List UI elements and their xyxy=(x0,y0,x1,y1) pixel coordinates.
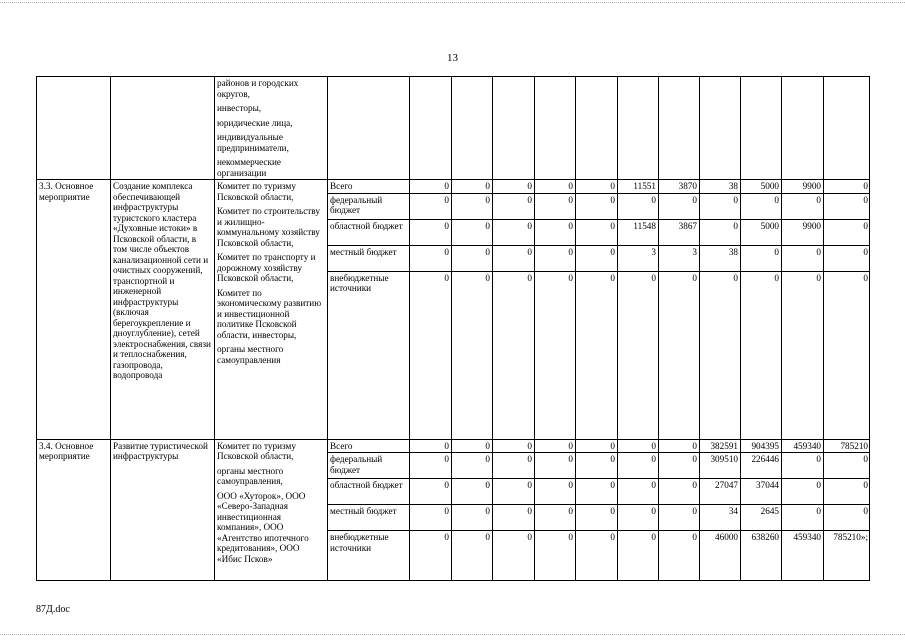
funding-source: внебюджетные источники xyxy=(330,272,389,293)
table-row xyxy=(37,439,870,453)
value-cell xyxy=(452,77,493,180)
responsible-line: Комитет по строительству и жилищно-коммунальному хозяйству Псковской области, xyxy=(217,206,320,248)
value-cell: 0 xyxy=(659,193,700,219)
funding-source-cell xyxy=(328,245,410,271)
value-cell: 0 xyxy=(452,219,493,245)
value-cell: 11551 xyxy=(618,180,659,194)
value-cell: 0 xyxy=(824,180,870,194)
responsible-line: ООО «Хуторок», ООО «Северо-Западная инвестиционная компания», ООО «Агентство ипотечного кредитования», ООО «Ибис Псков» xyxy=(217,490,309,564)
value-cell: 0 xyxy=(618,453,659,479)
value-cell: 0 xyxy=(824,219,870,245)
value-cell: 9900 xyxy=(782,180,824,194)
value-cell: 0 xyxy=(659,479,700,505)
value-cell: 382591 xyxy=(700,439,741,453)
funding-source: местный бюджет xyxy=(330,246,397,257)
value-cell: 0 xyxy=(410,245,452,271)
value-cell: 0 xyxy=(659,453,700,479)
value-cell: 0 xyxy=(741,193,782,219)
value-cell: 0 xyxy=(493,271,535,439)
value-cell xyxy=(782,77,824,180)
funding-source-cell xyxy=(328,219,410,245)
value-cell xyxy=(659,77,700,180)
value-cell: 0 xyxy=(535,531,576,581)
footer-filename: 87Д.doc xyxy=(36,604,70,615)
value-cell: 3 xyxy=(618,245,659,271)
value-cell: 0 xyxy=(618,531,659,581)
value-cell: 0 xyxy=(410,193,452,219)
responsible-line: Комитет по туризму Псковской области, xyxy=(217,440,296,461)
value-cell: 34 xyxy=(700,505,741,531)
measure-id: 3.4. Основное мероприятие xyxy=(39,440,94,461)
funding-source: федеральный бюджет xyxy=(330,194,383,215)
responsible-cell xyxy=(215,77,328,180)
value-cell xyxy=(741,77,782,180)
value-cell: 0 xyxy=(410,271,452,439)
value-cell: 0 xyxy=(824,453,870,479)
measure-name-cell xyxy=(111,77,215,180)
value-cell: 0 xyxy=(700,219,741,245)
table-row xyxy=(37,180,870,194)
value-cell: 0 xyxy=(493,439,535,453)
value-cell: 0 xyxy=(700,271,741,439)
value-cell: 0 xyxy=(493,453,535,479)
responsible-line: Комитет по экономическому развитию и инвестиционной политике Псковской области, инвесторы, xyxy=(217,287,322,340)
value-cell: 0 xyxy=(659,531,700,581)
page-number: 13 xyxy=(447,52,458,64)
value-cell: 0 xyxy=(452,245,493,271)
measure-name: Развитие туристической инфраструктуры xyxy=(113,440,208,461)
value-cell: 0 xyxy=(782,479,824,505)
measure-id-cell xyxy=(37,180,111,440)
value-cell: 0 xyxy=(576,245,618,271)
value-cell: 3 xyxy=(659,245,700,271)
value-cell xyxy=(618,77,659,180)
value-cell xyxy=(535,77,576,180)
value-cell: 0 xyxy=(618,505,659,531)
value-cell: 0 xyxy=(659,505,700,531)
value-cell: 0 xyxy=(410,439,452,453)
value-cell: 0 xyxy=(452,271,493,439)
value-cell: 0 xyxy=(535,453,576,479)
value-cell: 0 xyxy=(576,479,618,505)
value-cell: 0 xyxy=(452,453,493,479)
value-cell: 0 xyxy=(576,219,618,245)
value-cell: 0 xyxy=(452,505,493,531)
value-cell: 0 xyxy=(452,193,493,219)
value-cell: 0 xyxy=(782,453,824,479)
value-cell: 0 xyxy=(782,505,824,531)
value-cell: 0 xyxy=(410,479,452,505)
value-cell: 5000 xyxy=(741,180,782,194)
value-cell: 0 xyxy=(700,193,741,219)
value-cell: 0 xyxy=(618,439,659,453)
value-cell: 0 xyxy=(618,193,659,219)
value-cell: 0 xyxy=(452,439,493,453)
value-cell: 0 xyxy=(824,479,870,505)
page-bottom-edge xyxy=(0,634,905,635)
value-cell: 46000 xyxy=(700,531,741,581)
responsible-line: юридические лица, xyxy=(217,117,293,128)
funding-source: местный бюджет xyxy=(330,506,397,516)
responsible-line: некоммерческие организации xyxy=(217,157,281,178)
value-cell: 785210 xyxy=(824,439,870,453)
value-cell: 0 xyxy=(452,531,493,581)
responsible-line: индивидуальные предприниматели, xyxy=(217,132,289,153)
funding-source-cell xyxy=(328,479,410,505)
value-cell: 0 xyxy=(452,180,493,194)
funding-source-cell xyxy=(328,271,410,439)
value-cell: 0 xyxy=(535,245,576,271)
value-cell: 27047 xyxy=(700,479,741,505)
value-cell xyxy=(410,77,452,180)
value-cell: 0 xyxy=(535,479,576,505)
value-cell: 0 xyxy=(576,271,618,439)
value-cell: 0 xyxy=(535,271,576,439)
measure-id-cell xyxy=(37,439,111,581)
funding-source: внебюджетные источники xyxy=(330,532,389,553)
value-cell: 9900 xyxy=(782,219,824,245)
value-cell: 0 xyxy=(782,193,824,219)
value-cell xyxy=(700,77,741,180)
responsible-line: Комитет по туризму Псковской области, xyxy=(217,181,296,202)
value-cell: 0 xyxy=(452,479,493,505)
value-cell: 0 xyxy=(535,219,576,245)
value-cell: 785210»; xyxy=(824,531,870,581)
value-cell: 0 xyxy=(410,505,452,531)
value-cell: 0 xyxy=(741,245,782,271)
value-cell: 0 xyxy=(659,271,700,439)
value-cell: 0 xyxy=(576,439,618,453)
responsible-line: Комитет по транспорту и дорожному хозяйству Псковской области, xyxy=(217,252,316,283)
measure-id: 3.3. Основное мероприятие xyxy=(39,181,94,202)
value-cell: 0 xyxy=(493,193,535,219)
value-cell: 0 xyxy=(535,439,576,453)
value-cell: 0 xyxy=(410,219,452,245)
value-cell: 0 xyxy=(741,271,782,439)
value-cell: 37044 xyxy=(741,479,782,505)
value-cell: 638260 xyxy=(741,531,782,581)
value-cell: 0 xyxy=(824,193,870,219)
value-cell: 0 xyxy=(535,505,576,531)
responsible-line: районов и городских округов, xyxy=(217,78,299,99)
value-cell: 0 xyxy=(493,180,535,194)
value-cell: 0 xyxy=(782,271,824,439)
value-cell: 38 xyxy=(700,180,741,194)
value-cell: 0 xyxy=(576,193,618,219)
page-top-edge xyxy=(0,2,905,3)
funding-source-cell xyxy=(328,439,410,453)
responsible-line: органы местного самоуправления, xyxy=(217,465,284,486)
value-cell: 226446 xyxy=(741,453,782,479)
value-cell: 0 xyxy=(535,193,576,219)
responsible-line: инвесторы, xyxy=(217,103,262,113)
table-row-continuation xyxy=(37,77,870,180)
value-cell: 0 xyxy=(659,439,700,453)
value-cell: 0 xyxy=(493,531,535,581)
value-cell: 38 xyxy=(700,245,741,271)
funding-source: Всего xyxy=(330,440,353,451)
value-cell: 0 xyxy=(576,180,618,194)
value-cell: 0 xyxy=(618,479,659,505)
value-cell: 0 xyxy=(782,245,824,271)
program-table-body xyxy=(37,77,870,581)
value-cell: 2645 xyxy=(741,505,782,531)
value-cell: 0 xyxy=(535,180,576,194)
value-cell: 5000 xyxy=(741,219,782,245)
value-cell: 0 xyxy=(493,219,535,245)
value-cell: 904395 xyxy=(741,439,782,453)
measure-name-cell xyxy=(111,180,215,440)
value-cell: 11548 xyxy=(618,219,659,245)
responsible-cell xyxy=(215,439,328,581)
funding-source: областной бюджет xyxy=(330,480,403,490)
value-cell: 0 xyxy=(576,531,618,581)
value-cell: 459340 xyxy=(782,439,824,453)
funding-source-cell xyxy=(328,193,410,219)
funding-source-cell xyxy=(328,180,410,194)
value-cell: 0 xyxy=(493,479,535,505)
value-cell: 0 xyxy=(493,245,535,271)
value-cell: 0 xyxy=(410,531,452,581)
measure-name: Создание комплекса обеспечивающей инфраструктуры туристского кластера «Духовные истоки» в Псковской области, в том числе объектов канализационной сети и очистных сооружений, транспортной и инженерной инфраструктуры (включая берегоукрепление и дноуглубление), сетей электроснабжения, связи и теплоснабжения, газопровода, водопровода xyxy=(113,181,211,380)
value-cell: 309510 xyxy=(700,453,741,479)
value-cell xyxy=(576,77,618,180)
funding-source-cell xyxy=(328,505,410,531)
value-cell: 0 xyxy=(576,453,618,479)
measure-name-cell xyxy=(111,439,215,581)
funding-source-cell xyxy=(328,531,410,581)
funding-source-cell xyxy=(328,453,410,479)
funding-source: федеральный бюджет xyxy=(330,454,383,475)
value-cell: 0 xyxy=(824,505,870,531)
responsible-cell xyxy=(215,180,328,440)
responsible-line: органы местного самоуправления xyxy=(217,344,284,365)
value-cell xyxy=(493,77,535,180)
value-cell: 0 xyxy=(576,505,618,531)
value-cell: 0 xyxy=(493,505,535,531)
value-cell: 0 xyxy=(824,245,870,271)
value-cell: 0 xyxy=(824,271,870,439)
value-cell: 459340 xyxy=(782,531,824,581)
value-cell: 0 xyxy=(410,453,452,479)
value-cell xyxy=(824,77,870,180)
funding-source: Всего xyxy=(330,181,353,191)
measure-id-cell xyxy=(37,77,111,180)
source-cell xyxy=(328,77,410,180)
value-cell: 0 xyxy=(618,271,659,439)
value-cell: 3870 xyxy=(659,180,700,194)
value-cell: 3867 xyxy=(659,219,700,245)
funding-source: областной бюджет xyxy=(330,220,403,231)
value-cell: 0 xyxy=(410,180,452,194)
program-table xyxy=(36,76,870,581)
